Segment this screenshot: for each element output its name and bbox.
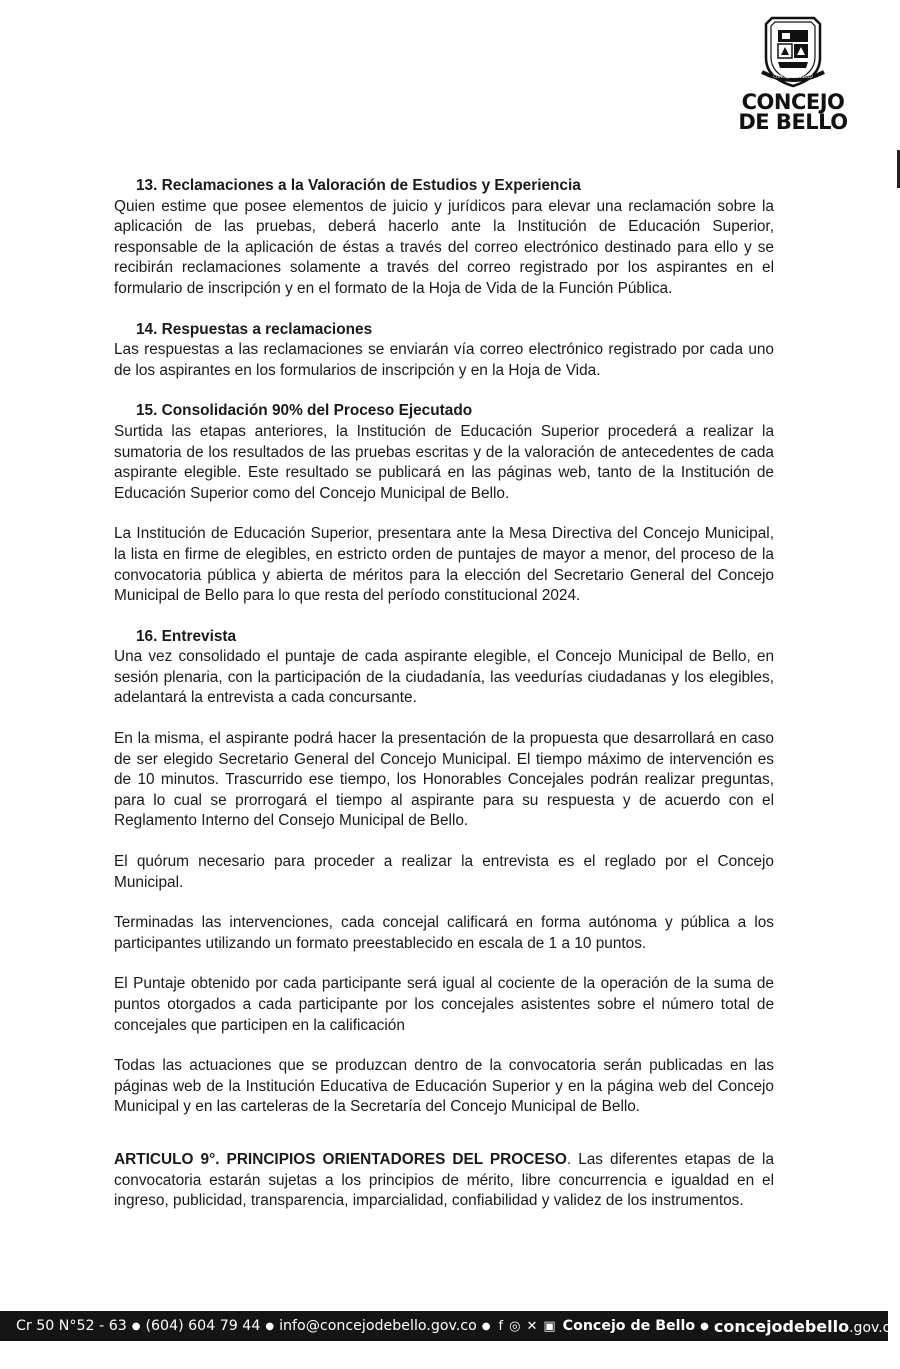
paragraph: Surtida las etapas anteriores, la Institución de Educación Superior procederá a realizar la sumatoria de los resultados de las pruebas escritas y de la valoración de antecedentes de cada aspirante elegible. Este resultado se publicará en las páginas web, tanto de la Institución de Educación Superior como del Concejo Municipal de Bello. xyxy=(114,422,774,502)
paragraph: Las respuestas a las reclamaciones se enviarán vía correo electrónico registrado por cada uno de los aspirantes en los formularios de inscripción y en la Hoja de Vida. xyxy=(114,341,774,379)
paragraph: Una vez consolidado el puntaje de cada aspirante elegible, el Concejo Municipal de Bello, en sesión plenaria, con la participación de la ciudadanía, las veedurías ciudadanas y los elegibles, adelantará la entrevista a cada concursante. xyxy=(114,648,774,707)
section-15 xyxy=(114,401,774,606)
logo-text-line2: DE BELLO xyxy=(738,110,848,134)
footer-email[interactable]: info@concejodebello.gov.co xyxy=(279,1318,477,1334)
logo-text-line1: CONCEJO xyxy=(741,90,845,114)
paragraph: Terminadas las intervenciones, cada concejal calificará en forma autónoma y pública a los participantes utilizando un formato preestablecido en escala de 1 a 10 puntos. xyxy=(114,914,774,952)
paragraph: El quórum necesario para proceder a realizar la entrevista es el reglado por el Concejo Municipal. xyxy=(114,853,774,891)
footer-phone: (604) 604 79 44 xyxy=(145,1318,261,1334)
section-13 xyxy=(114,176,774,300)
facebook-icon[interactable]: f xyxy=(498,1318,504,1334)
section-title: 14. Respuestas a reclamaciones xyxy=(136,320,373,338)
paragraph: Quien estime que posee elementos de juicio y jurídicos para elevar una reclamación sobre la aplicación de las pruebas, deberá hacerlo ante la Institución de Educación Superior, responsable de la aplicación de éstas a través del correo electrónico destinado para ello y se recibirán reclamaciones solamente a través del correo registrado por los aspirantes en el formulario de inscripción y en el formato de la Hoja de Vida de la Función Pública. xyxy=(114,197,774,297)
section-14 xyxy=(114,320,774,382)
paragraph: Todas las actuaciones que se produzcan dentro de la convocatoria serán publicadas en las páginas web de la Institución Educativa de Educación Superior y en la página web del Concejo Municipal y en las carteleras de la Secretaría del Concejo Municipal de Bello. xyxy=(114,1057,774,1116)
separator-dot: ● xyxy=(265,1320,275,1332)
instagram-icon[interactable]: ◎ xyxy=(509,1318,521,1334)
separator-dot: ● xyxy=(481,1320,491,1332)
article-heading: ARTICULO 9°. PRINCIPIOS ORIENTADORES DEL PROCESO xyxy=(114,1150,567,1168)
separator-dot: ● xyxy=(131,1320,141,1332)
paragraph: En la misma, el aspirante podrá hacer la presentación de la propuesta que desarrollará en caso de ser elegido Secretario General del Concejo Municipal. El tiempo máximo de intervención es de 10 minutos. Trascurrido ese tiempo, los Honorables Concejales podrán realizar preguntas, para lo cual se prorrogará el tiempo al aspirante para su respuesta y de acuerdo con el Reglamento Interno del Consejo Municipal de Bello. xyxy=(114,730,774,830)
article-text: . Las diferentes etapas de la convocatoria estarán sujetas a los principios de mérito, libre concurrencia e igualdad en el ingreso, publicidad, transparencia, imparcialidad, confiabilidad y validez de los instrumentos. xyxy=(114,1150,775,1210)
article-9 xyxy=(114,1150,774,1212)
footer-address: Cr 50 N°52 - 63 xyxy=(16,1318,127,1334)
section-16 xyxy=(114,627,774,1118)
website-tld: .gov.co xyxy=(849,1319,899,1336)
section-title: 13. Reclamaciones a la Valoración de Estudios y Experiencia xyxy=(136,177,581,194)
logo xyxy=(734,14,852,132)
section-title: 15. Consolidación 90% del Proceso Ejecutado xyxy=(136,402,473,420)
footer-brand: Concejo de Bello xyxy=(562,1318,696,1334)
x-icon[interactable]: ✕ xyxy=(526,1318,538,1334)
footer-website[interactable] xyxy=(714,1317,899,1336)
footer-bar xyxy=(0,1311,899,1341)
document-body xyxy=(114,176,774,1212)
paragraph: El Puntaje obtenido por cada participante será igual al cociente de la operación de la suma de puntos otorgados a cada participante por los concejales asistentes sobre el número total de concejales que participen en la calificación xyxy=(114,975,774,1034)
svg-text:CONCEJO DE BELLO: CONCEJO DE BELLO xyxy=(773,74,813,79)
website-main: concejodebello xyxy=(713,1316,850,1336)
seal-icon xyxy=(758,14,828,88)
section-title: 16. Entrevista xyxy=(136,627,237,645)
youtube-icon[interactable]: ▣ xyxy=(543,1318,556,1334)
paragraph: La Institución de Educación Superior, presentara ante la Mesa Directiva del Concejo Municipal, la lista en firme de elegibles, en estricto orden de puntajes de mayor a menor, del proceso de la convocatoria pública y abierta de méritos para la elección del Secretario General del Concejo Municipal de Bello para lo que resta del período constitucional 2024. xyxy=(114,525,774,605)
separator-dot: ● xyxy=(700,1320,709,1332)
